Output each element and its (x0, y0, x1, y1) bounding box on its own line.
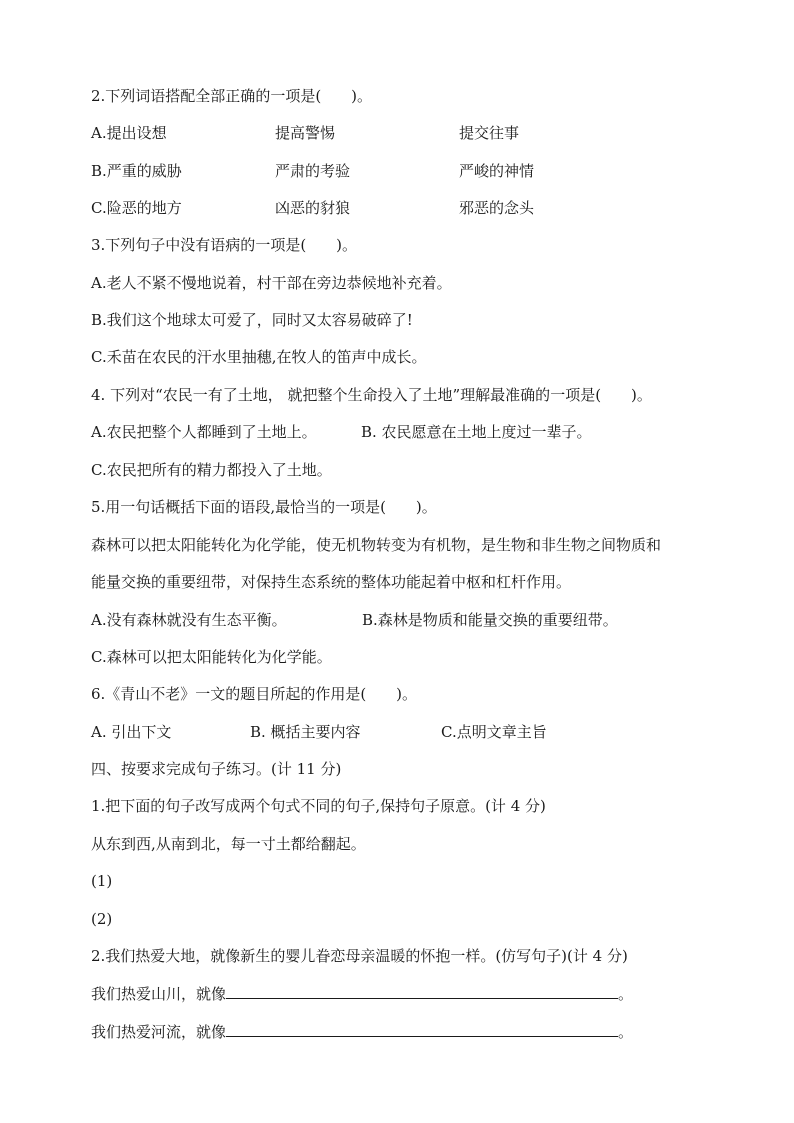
q3-option-b: B.我们这个地球太可爱了，同时又太容易破碎了! (91, 311, 413, 329)
q2-option-b-2: 严肃的考验 (275, 162, 351, 180)
q4-option-b: B. 农民愿意在土地上度过一辈子。 (361, 423, 592, 441)
q4-stem: 4. 下列对“农民一有了土地， 就把整个生命投入了土地”理解最准确的一项是( )。 (91, 386, 652, 404)
q2-option-c-2: 凶恶的豺狼 (275, 199, 351, 217)
s4-q1-stem: 1.把下面的句子改写成两个句式不同的句子,保持句子原意。(计 4 分) (91, 797, 546, 815)
q6-option-b: B. 概括主要内容 (250, 723, 361, 741)
s4-q2-line-2 (91, 1021, 633, 1042)
s4-q2-line-2-end: 。 (618, 1023, 634, 1041)
q5-passage-line-2: 能量交换的重要纽带，对保持生态系统的整体功能起着中枢和杠杆作用。 (91, 573, 572, 591)
q3-stem: 3.下列句子中没有语病的一项是( )。 (91, 236, 358, 254)
q2-option-a: A.提出设想 (91, 124, 167, 142)
q5-option-a: A.没有森林就没有生态平衡。 (91, 611, 287, 629)
s4-q2-line-1 (91, 983, 633, 1004)
q2-option-a-3: 提交往事 (459, 124, 520, 142)
q2-option-b: B.严重的威胁 (91, 162, 182, 180)
q3-option-c: C.禾苗在农民的汗水里抽穗,在牧人的笛声中成长。 (91, 348, 427, 366)
s4-q2-answer-blank-1[interactable] (226, 983, 618, 999)
q2-stem: 2.下列词语搭配全部正确的一项是( )。 (91, 87, 373, 105)
q6-option-a: A. 引出下文 (91, 723, 172, 741)
q2-option-b-3: 严峻的神情 (459, 162, 535, 180)
q5-option-c: C.森林可以把太阳能转化为化学能。 (91, 648, 332, 666)
s4-q2-stem: 2.我们热爱大地，就像新生的婴儿眷恋母亲温暖的怀抱一样。(仿写句子)(计 4 分) (91, 947, 628, 965)
q2-option-c-3: 邪恶的念头 (459, 199, 535, 217)
q6-stem: 6.《青山不老》一文的题目所起的作用是( )。 (91, 685, 418, 703)
q2-option-c: C.险恶的地方 (91, 199, 182, 217)
s4-q1-answer-1-label: (1) (91, 872, 113, 890)
s4-q1-sentence: 从东到西,从南到北，每一寸土都给翻起。 (91, 835, 366, 853)
q5-passage-line-1: 森林可以把太阳能转化为化学能，使无机物转变为有机物，是生物和非生物之间物质和 (91, 536, 662, 554)
s4-q2-line-1-end: 。 (618, 985, 634, 1003)
q4-option-a: A.农民把整个人都睡到了土地上。 (91, 423, 317, 441)
q4-option-c: C.农民把所有的精力都投入了土地。 (91, 461, 332, 479)
s4-q2-line-1-prefix: 我们热爱山川，就像 (91, 985, 227, 1003)
q2-option-a-2: 提高警惕 (275, 124, 336, 142)
q6-option-c: C.点明文章主旨 (441, 723, 547, 741)
q5-option-b: B.森林是物质和能量交换的重要纽带。 (362, 611, 618, 629)
s4-q1-answer-2-label: (2) (91, 910, 113, 928)
q3-option-a: A.老人不紧不慢地说着，村干部在旁边恭候地补充着。 (91, 274, 452, 292)
section-4-title: 四、按要求完成句子练习。(计 11 分) (91, 760, 342, 778)
s4-q2-answer-blank-2[interactable] (226, 1021, 618, 1037)
q5-stem: 5.用一句话概括下面的语段,最恰当的一项是( )。 (91, 498, 437, 516)
s4-q2-line-2-prefix: 我们热爱河流，就像 (91, 1023, 227, 1041)
